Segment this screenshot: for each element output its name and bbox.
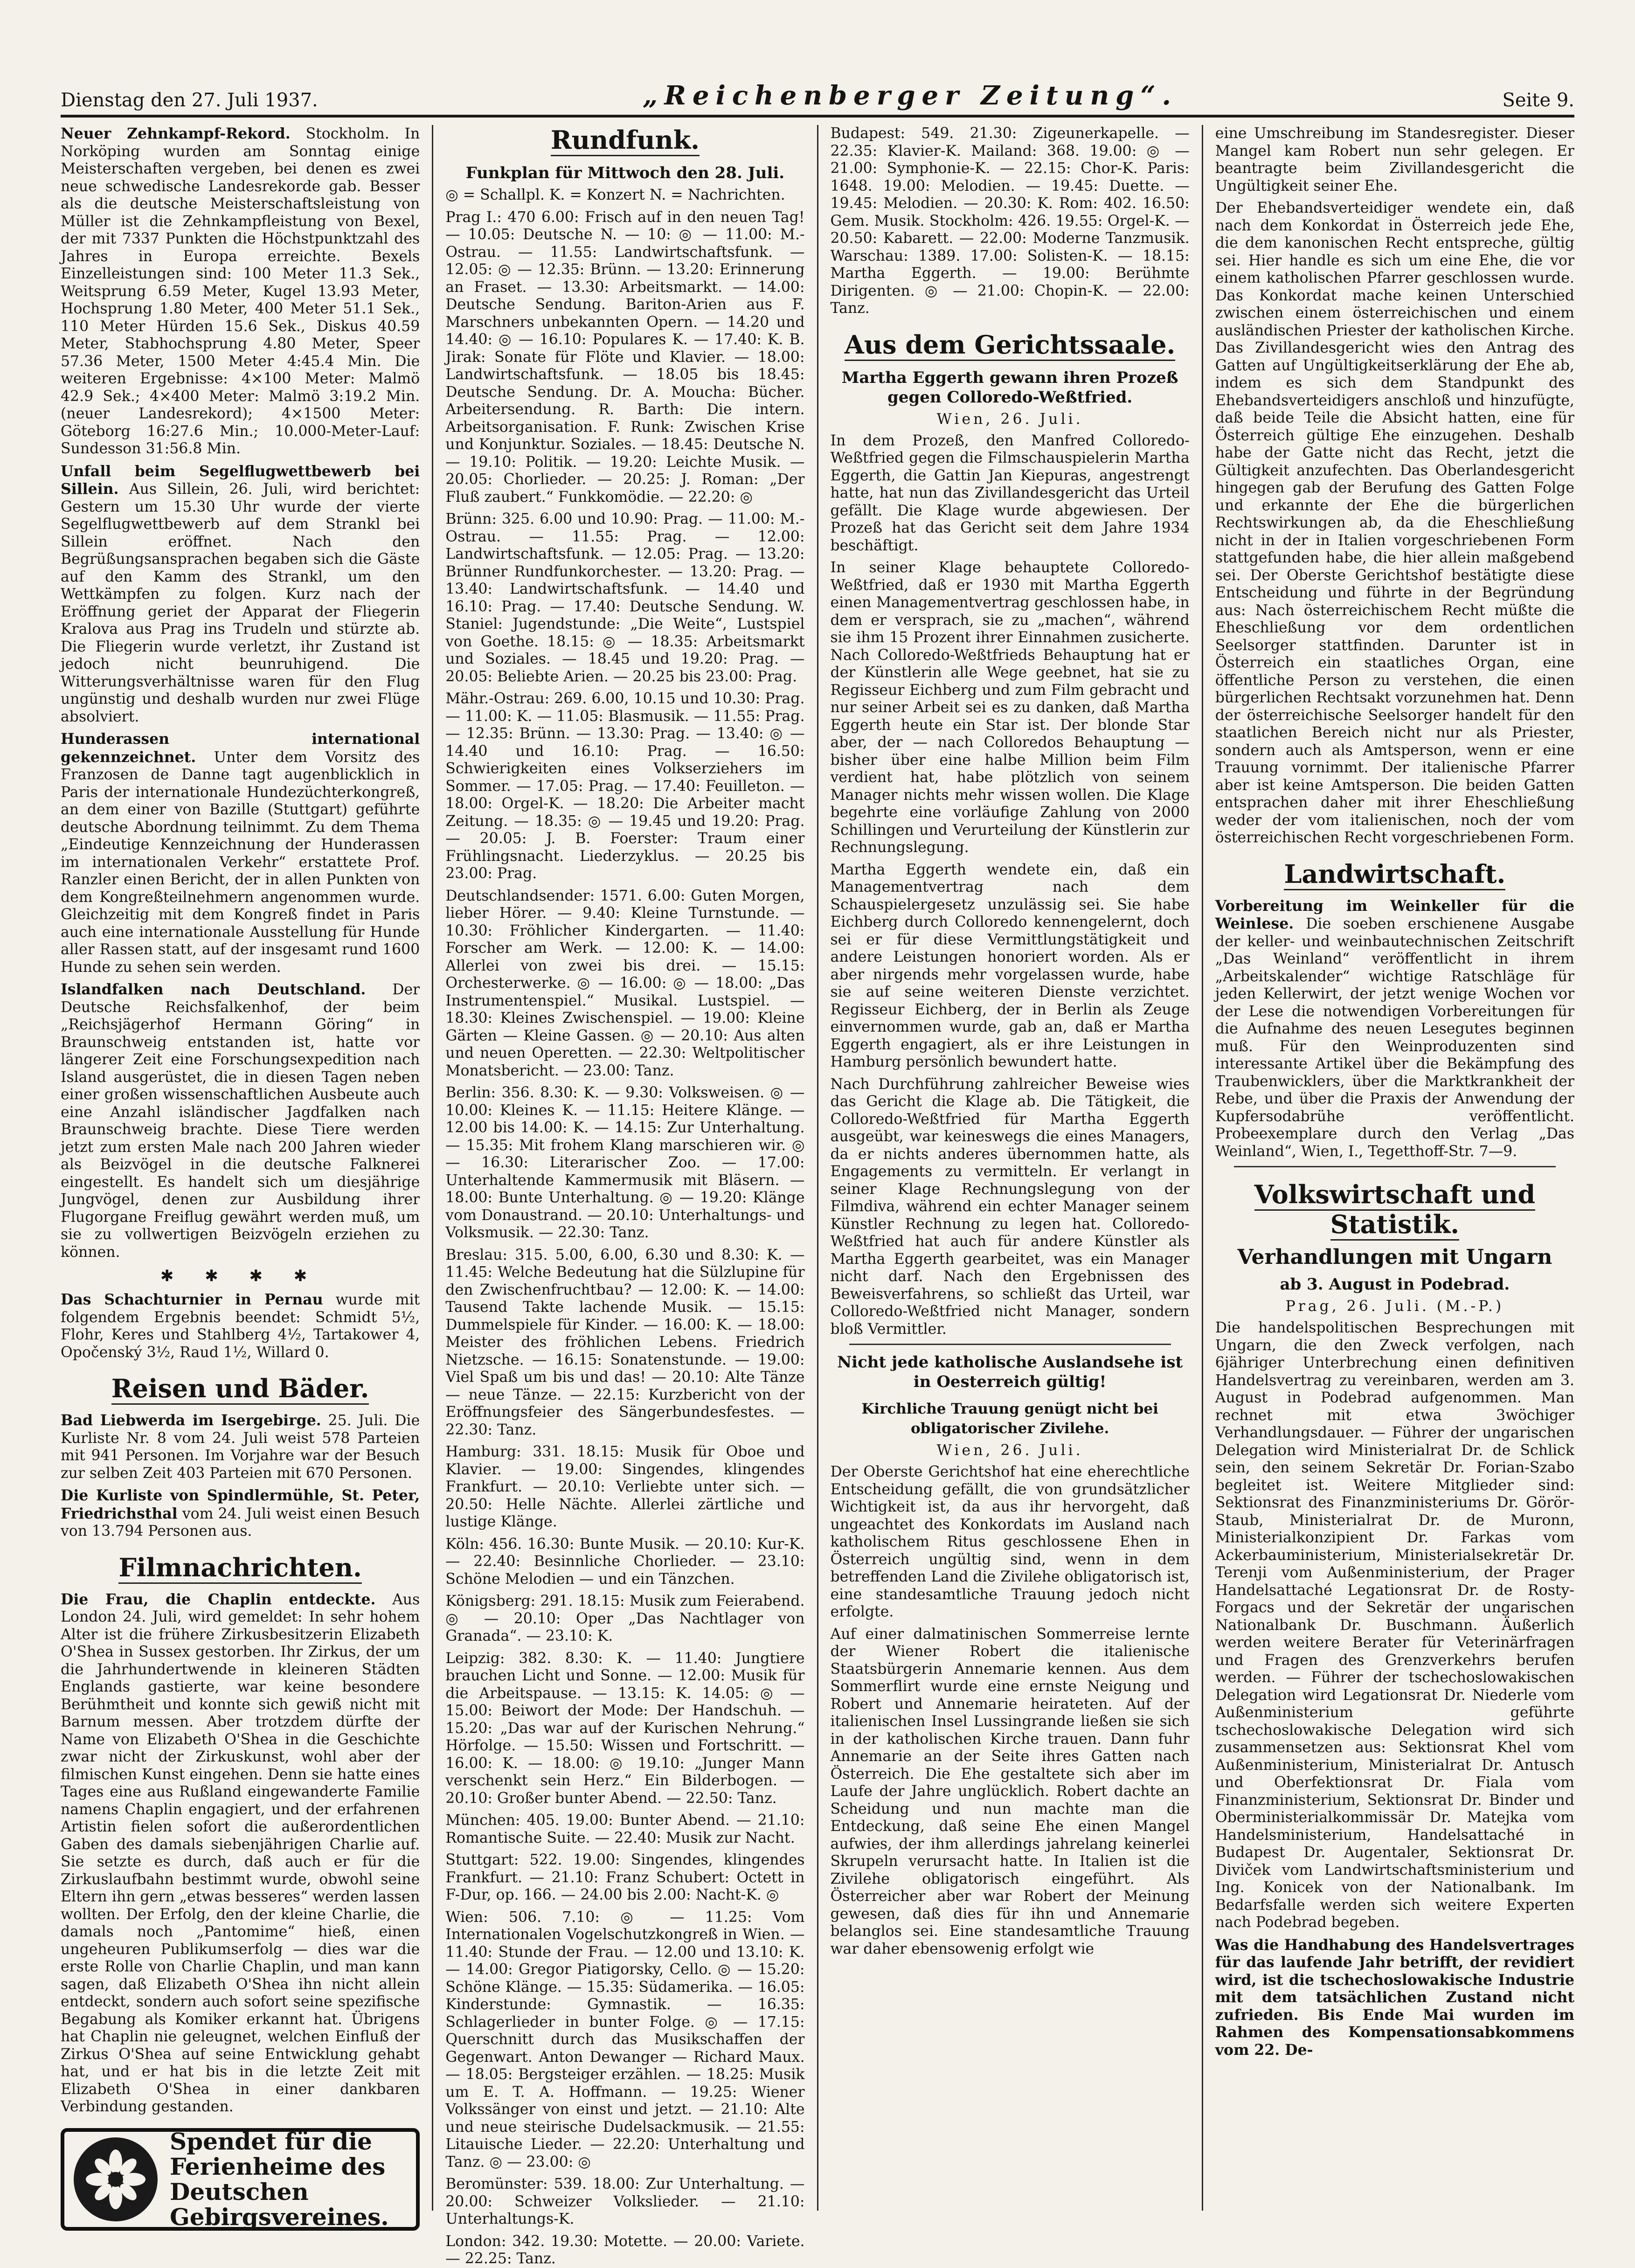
radio-wien: Wien: 506. 7.10: ◎ — 11.25: Vom Internationalen Vogelschutzkongreß in Wien. — 11.40: Stunde der Frau. — 12.00 und 13.10: K. — 14.00: Gregor Piatigorsky, Cello. ◎ — 15.20: Schöne Klänge. — 15.35: Südamerika. — 16.05: Kinderstunde: Gymnastik. — 16.35: Schlagerlieder in bunter Folge. ◎ — 17.15: Querschnitt durch das Musikschaffen der Gegenwart. Anton Dewanger — Richard Maux. — 18.05: Bergsteiger erzählen. — 18.25: Musik um E. T. A. Hoffmann. — 19.25: Wiener Volkssänger von einst und jetzt. — 21.10: Alte und neue steirische Dudelsackmusik. — 21.55: Litauische Lieder. — 22.20: Unterhaltung und Tanz. ◎ — 23.00: ◎ <box>445 1908 805 2171</box>
article-ungarn-subheadline: ab 3. August in Podebrad. <box>1280 1275 1510 1294</box>
radio-deutschlandsender: Deutschlandsender: 1571. 6.00: Guten Morgen, lieber Hörer. — 9.40: Kleine Turnstunde. — 10.30: Fröhlicher Kindergarten. — 11.40: Forscher am Werk. — 12.00: K. — 14.00: Allerlei von zwei bis drei. — 15.15: Orchesterwerke. ◎ — 16.00: ◎ — 18.00: „Das Instrumentenspiel.“ Musikal. Lustspiel. — 18.30: Kleines Zwischenspiel. — 19.00: Kleine Gärten — Kleine Gassen. ◎ — 20.10: Aus alten und neuen Operetten. — 22.30: Weltpolitischer Monatsbericht. — 23.00: Tanz. <box>445 887 805 1079</box>
article-spindlermuehle: Die Kurliste von Spindlermühle, St. Peter, Friedrichsthal vom 24. Juli weist einen Besuch von 13.794 Personen aus. <box>61 1487 420 1540</box>
article-eggerth-p4: Nach Durchführung zahlreicher Beweise wies das Gericht die Klage ab. Die Tätigkeit, die Colloredo-Weßtfried für Martha Eggerth ausgeübt, war keineswegs die eines Managers, da er nichts anderes übernommen hatte, als Engagements zu vermitteln. Er verlangt in seiner Klage Rechnungslegung von der Filmdiva, während ein echter Manager seinem Künstler Rechnung zu legen hat. Colloredo-Weßtfried hat auch für andere Künstler als Martha Eggerth gearbeitet, was ein Manager nicht darf. Nach den Ergebnissen des Beweisverfahrens, so schließt das Urteil, war Colloredo-Weßtfried nicht Manager, sondern bloß Vermittler. <box>830 1075 1190 1338</box>
radio-muenchen: München: 405. 19.00: Bunter Abend. — 21.10: Romantische Suite. — 22.40: Musik zur Nacht. <box>445 1812 805 1846</box>
newspaper-title: „Reichenberger Zeitung“. <box>643 80 1178 111</box>
radio-breslau: Breslau: 315. 5.00, 6.00, 6.30 und 8.30: K. — 11.45: Welche Bedeutung hat die Sülzlupine für den Zwischenfruchtbau? — 12.00: K. — 14.00: Tausend Takte lachende Musik. — 15.15: Dummelspiele für Kinder. — 16.00: K. — 18.00: Meister des fröhlichen Lebens. Friedrich Nietzsche. — 16.15: Sonatenstunde. — 19.00: Viel Spaß um bis und das! — 20.10: Alte Tänze — neue Tänze. — 22.15: Kurzbericht von der Eröffnungsfeier des Sängerbundesfestes. — 22.30: Tanz. <box>445 1246 805 1438</box>
issue-date: Dienstag den 27. Juli 1937. <box>61 90 318 111</box>
article-eggerth-p2: In seiner Klage behauptete Colloredo-Weßtfried, daß er 1930 mit Martha Eggerth einen Managementvertrag geschlossen habe, in dem er versprach, sie zu „machen“, während sie ihm 15 Prozent ihrer Einnahmen zusicherte. Nach Colloredo-Weßtfrieds Behauptung hat er der Künstlerin alle Wege geebnet, hat sie zu Regisseur Eichberg und zum Film gebracht und nur seiner Arbeit sei es zu danken, daß Martha Eggerth heute ein Star ist. Der blonde Star aber, der — nach Colloredos Behauptung — bisher über eine halbe Million beim Film verdient hat, habe plötzlich von seinem Manager nichts mehr wissen wollen. Die Klage begehrte eine vorläufige Zahlung von 2000 Schillingen und Verurteilung der Künstlerin zur Rechnungslegung. <box>830 559 1190 856</box>
radio-ostrau: Mähr.-Ostrau: 269. 6.00, 10.15 und 10.30: Prag. — 11.00: K. — 11.05: Blasmusik. — 11.55: Prag. — 12.35: Brünn. — 13.30: Prag. — 13.40: ◎ — 14.40 und 16.10: Prag. — 16.50: Schwierigkeiten eines Volkserziehers im Sommer. — 17.05: Prag. — 17.40: Feuilleton. — 18.00: Orgel-K. — 18.20: Die Arbeiter macht Zeitung. — 18.35: ◎ — 19.45 und 19.20: Prag. — 20.05: J. B. Foerster: Traum einer Frühlingsnacht. Liederzyklus. — 20.25 bis 23.00: Prag. <box>445 690 805 882</box>
advertisement-box <box>61 2128 420 2231</box>
section-heading-landwirtschaft: Landwirtschaft. <box>1215 859 1574 889</box>
article-schachturnier: Das Schachturnier in Pernau wurde mit folgendem Ergebnis beendet: Schmidt 5½, Flohr, Keres und Stahlberg 4½, Tartakower 4, Opočenský 3½, Raud 1½, Willard 0. <box>61 1291 420 1361</box>
column-2 <box>432 125 817 2267</box>
divider <box>849 1344 1171 1345</box>
radio-bruenn: Brünn: 325. 6.00 und 10.90: Prag. — 11.00: M.-Ostrau. — 11.55: Prag. — 12.00: Landwirtschaftsfunk. — 12.05: Prag. — 13.20: Brünner Rundfunkorchester. — 13.20: Prag. — 13.40: Landwirtschaftsfunk. — 14.40 und 16.10: Prag. — 17.40: Deutsche Sendung. W. Staniel: Jugendstunde: „Die Weite“, Lustspiel von Goethe. 18.15: ◎ — 18.35: Arbeitsmarkt und Soziales. — 18.45 und 19.20: Prag. — 20.05: Beliebte Arien. — 20.25 bis 23.00: Prag. <box>445 511 805 685</box>
dateline: Wien, 26. Juli. <box>936 410 1083 428</box>
radio-international: Budapest: 549. 21.30: Zigeunerkapelle. — 22.35: Klavier-K. Mailand: 368. 19.00: ◎ — 21.00: Symphonie-K. — 22.15: Chor-K. Paris: 1648. 19.00: Melodien. — 19.45: Duette. — 19.45: Melodien. — 20.30: K. Rom: 402. 16.50: Gem. Musik. Stockholm: 426. 19.55: Orgel-K. — 20.50: Kabarett. — 22.00: Moderne Tanzmusik. Warschau: 1389. 17.00: Solisten-K. — 18.15: Martha Eggerth. — 19.00: Berühmte Dirigenten. ◎ — 21.00: Chopin-K. — 22.00: Tanz. <box>830 125 1190 317</box>
section-heading-rundfunk: Rundfunk. <box>445 125 804 155</box>
radio-berlin: Berlin: 356. 8.30: K. — 9.30: Volksweisen. ◎ — 10.00: Kleines K. — 11.15: Heitere Klänge. — 12.00 bis 14.00: K. — 14.15: Zur Unterhaltung. — 15.35: Mit frohem Klang marschieren wir. ◎ — 16.30: Literarischer Zoo. — 17.00: Unterhaltende Kammermusik mit Bläsern. — 18.00: Bunte Unterhaltung. ◎ — 19.20: Klänge vom Donaustrand. — 20.10: Unterhaltungs- und Volksmusik. — 22.30: Tanz. <box>445 1084 805 1241</box>
article-liebwerda: Bad Liebwerda im Isergebirge. 25. Juli. Die Kurliste Nr. 8 vom 24. Juli weist 578 Parteien mit 941 Personen. Im Vorjahre war der Besuch zur selben Zeit 403 Parteien mit 670 Personen. <box>61 1412 420 1482</box>
column-1 <box>61 125 432 2231</box>
section-divider: ✱ ✱ ✱ ✱ <box>160 1267 320 1285</box>
section-heading-volkswirtschaft: Volkswirtschaft und Statistik. <box>1215 1179 1574 1239</box>
dateline: Wien, 26. Juli. <box>936 1442 1083 1459</box>
article-eggerth-p3: Martha Eggerth wendete ein, daß ein Managementvertrag nach dem Schauspielergesetz unzulässig sei. Sie habe Eichberg durch Colloredo kennengelernt, doch sei er für diese Vermittlungstätigkeit und andere Leistungen honoriert worden. Als er aber nirgends mehr vorgelassen wurde, habe sie auf seine weiteren Dienste verzichtet. Regisseur Eichberg, der in Berlin als Zeuge einvernommen wurde, gab an, daß er Martha Eggerth engagiert, als er ihre Leistungen in Hamburg persönlich bewundert hatte. <box>830 861 1190 1070</box>
article-islandfalken: Islandfalken nach Deutschland. Der Deutsche Reichsfalkenhof, der beim „Reichsjägerhof Hermann Göring“ in Braunschweig entstanden ist, hatte vor längerer Zeit eine Forschungsexpedition nach Island ausgerüstet, die in diesen Tagen neben einer großen wissenschaftlichen Ausbeute auch eine Anzahl isländischer Jagdfalken nach Braunschweig brachte. Diese Tiere werden jetzt zum ersten Male nach 200 Jahren wieder als Beizvögel in die deutsche Falknerei eingestellt. Es handelt sich um diesjährige Jungvögel, denen zur Ausbildung ihrer Flugorgane Freiflug gewährt werden muß, um sie zu vollwertigen Beizvögeln erziehen zu können. <box>61 981 420 1261</box>
radio-hamburg: Hamburg: 331. 18.15: Musik für Oboe und Klavier. — 19.00: Singendes, klingendes Frankfurt. — 20.10: Verliebte unter sich. — 20.50: Helle Nächte. Allerlei zärtliche und lustige Klänge. <box>445 1443 805 1530</box>
article-weinkeller: Vorbereitung im Weinkeller für die Weinlese. Die soeben erschienene Ausgabe der keller- und weinbautechnischen Zeitschrift „Das Weinland“ veröffentlicht in ihrem „Arbeitskalender“ wichtige Ratschläge für jeden Kellerwirt, der jetzt wenige Wochen vor der Lese die notwendigen Vorbereitungen für die Aufnahme des neuen Lesegutes beginnen muß. Für den Weinproduzenten sind interessante Artikel über die Bekämpfung des Traubenwicklers, über die Marktkrankheit der Rebe, und über die Praxis der Anwendung der Kupfersodabrühe veröffentlicht. Probeexemplare durch den Verlag „Das Weinland“, Wien, I., Tegetthoff-Str. 7—9. <box>1215 897 1574 1160</box>
radio-prag: Prag I.: 470 6.00: Frisch auf in den neuen Tag! — 10.05: Deutsche N. — 10: ◎ — 11.00: M.-Ostrau. — 11.55: Landwirtschaftsfunk. — 12.05: ◎ — 12.35: Brünn. — 13.20: Erinnerung an Fraset. — 13.30: Arbeitsmarkt. — 14.00: Deutsche Sendung. Bariton-Arien aus F. Marschners unbekannten Opern. — 14.20 und 14.40: ◎ — 16.10: Populares K. — 17.40: K. B. Jirak: Sonate für Flöte und Klavier. — 18.00: Landwirtschaftsfunk. — 18.05 bis 18.45: Deutsche Sendung. Dr. A. Moucha: Bücher. Arbeitersendung. R. Barth: Die intern. Arbeitsorganisation. F. Runk: Zwischen Krise und Konjunktur. Soziales. — 18.45: Deutsche N. — 19.10: Politik. — 19.20: Leichte Musik. — 20.05: Chorlieder. — 20.25: J. Roman: „Der Fluß zaubert.“ Funkkomödie. — 22.20: ◎ <box>445 208 805 506</box>
columns <box>61 125 1574 2267</box>
article-chaplin: Die Frau, die Chaplin entdeckte. Aus London 24. Juli, wird gemeldet: In sehr hohem Alter ist die frühere Zirkusbesitzerin Elizabeth O'Shea in Sussex gestorben. Ihr Zirkus, der um die Jahrhundertwende in kleineren Städten Englands gastierte, war keine besondere Berühmtheit und konnte sich gewiß nicht mit Barnum messen. Aber trotzdem dürfte der Name von Elizabeth O'Shea in die Geschichte zwar nicht der Zirkuskunst, wohl aber der filmischen Kunst eingehen. Denn sie hatte eines Tages eine aus Rußland eingewanderte Familie namens Chaplin engagiert, und der erfahrenen Artistin fielen sofort die außerordentlichen Gaben des damals siebenjährigen Charlie auf. Sie setzte es durch, daß auch er für die Zirkuslaufbahn bestimmt wurde, obwohl seine Eltern ihn gern „etwas besseres“ werden lassen wollten. Der Erfolg, den der kleine Charlie, die damals noch „Pantomime“ hieß, einen ungeheuren Publikumserfolg — dies war die erste Rolle von Charlie Chaplin, und man kann sagen, daß Elizabeth O'Shea ihn nicht allein entdeckt, sondern auch sofort seine spezifische Begabung als Komiker erkannt hat. Übrigens hat Chaplin nie geleugnet, welchen Einfluß der Zirkus O'Shea auf seine Entwicklung gehabt hat, und er hat bis in die letzte Zeit mit Elizabeth O'Shea in einer dankbaren Verbindung gestanden. <box>61 1590 420 2115</box>
radio-london: London: 342. 19.30: Motette. — 20.00: Variete. — 22.25: Tanz. <box>445 2233 805 2267</box>
article-ungarn-headline: Verhandlungen mit Ungarn <box>1237 1245 1552 1269</box>
divider <box>1234 1166 1556 1167</box>
article-ehe-headline: Nicht jede katholische Auslandsehe ist in Oesterreich gültig! <box>837 1353 1183 1391</box>
section-heading-gericht: Aus dem Gerichtssaale. <box>831 330 1190 360</box>
article-ehe-p1: Der Oberste Gerichtshof hat eine eherechtliche Entscheidung gefällt, die von grundsätzlicher Wichtigkeit ist, da aus ihr hervorgeht, daß ungeachtet des Konkordats im Ausland nach katholischem Ritus geschlossene Ehen in Österreich ungültig sind, wenn in dem betreffenden Land die Zivilehe obligatorisch ist, eine standesamtliche Trauung jedoch nicht erfolgte. <box>830 1463 1190 1620</box>
radio-beromuenster: Beromünster: 539. 18.00: Zur Unterhaltung. — 20.00: Schweizer Volkslieder. — 21.10: Unterhaltungs-K. <box>445 2176 805 2227</box>
article-ehe-p3: eine Umschreibung im Standesregister. Dieser Mangel kam Robert nun sehr gelegen. Er beantragte beim Zivillandesgericht die Ungültigkeit seiner Ehe. <box>1215 125 1574 194</box>
article-ungarn-p1: Die handelspolitischen Besprechungen mit Ungarn, die den Zweck verfolgen, nach 6jähriger Unterbrechung einen definitiven Handelsvertrag zu vereinbaren, werden am 3. August in Podebrad aufgenommen. Man rechnet mit etwa 3wöchiger Verhandlungsdauer. — Führer der ungarischen Delegation wird Ministerialrat Dr. de Schlick sein, den seinem Sekretär Dr. Forian-Szabo begleitet ist. Weitere Mitglieder sind: Sektionsrat des Finanzministeriums Dr. Görör-Staub, Ministerialrat Dr. de Muronn, Ministerialkonzipient Dr. Farkas vom Ackerbauministerium, Ministerialsekretär Dr. Terenji vom Außenministerium, der Prager Handelsattaché Legationsrat Dr. de Rosty-Forgacs und der Sekretär der ungarischen Nationalbank Dr. Buschmann. Äußerlich werden weitere Berater für Veterinärfragen und Fragen des Grenzverkehrs berufen werden. — Führer der tschechoslowakischen Delegation wird Legationsrat Dr. Niederle vom Außenministerium geführte tschechoslowakische Delegation wird sich zusammensetzen aus: Sektionsrat Khel vom Außenministerium, Ministerialrat Dr. Antusch und Oberfektionsrat Dr. Fiala vom Finanzministerium, Sektionsrat Dr. Binder und Oberministerialkommissär Dr. Matejka vom Handelsministerium, Handelsattaché in Budapest Dr. Augentaler, Sektionsrat Dr. Diviček vom Landwirtschaftsministerium und Ing. Konicek von der Nationalbank. Im Bedarfsfalle werden sich weitere Experten nach Podebrad begeben. <box>1215 1319 1574 1931</box>
section-heading-reisen: Reisen und Bäder. <box>61 1373 420 1403</box>
page-number: Seite 9. <box>1502 90 1574 111</box>
column-3 <box>817 125 1202 2211</box>
radio-koenigsberg: Königsberg: 291. 18.15: Musik zum Feierabend. ◎ — 20.10: Oper „Das Nachtlager von Granada“. — 23.10: K. <box>445 1593 805 1644</box>
radio-koeln: Köln: 456. 16.30: Bunte Musik. — 20.10: Kur-K. — 22.40: Besinnliche Chorlieder. — 23.10: Schöne Melodien — und ein Tänzchen. <box>445 1535 805 1588</box>
article-ehe-p4: Der Ehebandsverteidiger wendete ein, daß nach dem Konkordat in Österreich jede Ehe, die dem kanonischen Recht entspreche, gültig sei. Hier handle es sich um eine Ehe, die vor einem katholischen Pfarrer geschlossen wurde. Das Konkordat mache keinen Unterschied zwischen einem österreichischen und einem ausländischen Priester der katholischen Kirche. Das Zivillandesgericht wies den Antrag des Gatten auf Ungültigkeitserklärung der Ehe ab, indem es sich dem Standpunkt des Ehebandsverteidigers anschloß und hinzufügte, daß beide Teile die Absicht hatten, eine für Österreich gültige Ehe einzugehen. Deshalb habe der Gatte nicht das Recht, jetzt die Gültigkeit anzufechten. Das Oberlandesgericht hingegen gab der Berufung des Gatten Folge und erkannte der Ehe die bürgerlichen Rechtswirkungen ab, da die Eheschließung nicht in der in Italien vorgeschriebenen Form stattgefunden habe, die hier allein maßgebend sei. Der Oberste Gerichtshof bestätigte diese Entscheidung und führte in der Begründung aus: Nach österreichischem Recht müßte die Eheschließung vor dem ordentlichen Seelsorger stattfinden. Darunter ist in Österreich ein staatliches Organ, eine öffentliche Person zu verstehen, die einen bürgerlichen Rechtsakt vorzunehmen hat. Denn der österreichische Seelsorger handelt für den staatlichen Bereich nicht nur als Priester, sondern auch als Amtsperson, wenn er eine Trauung vornimmt. Der italienische Pfarrer aber ist keine Amtsperson. Die beiden Gatten entsprachen daher mit ihrer Eheschließung weder der vom italienischen, noch der vom österreichischen Recht vorgeschriebenen Form. <box>1215 200 1574 846</box>
masthead <box>61 75 1574 118</box>
article-zehnkampf: Neuer Zehnkampf-Rekord. Stockholm. In Norköping wurden am Sonntag einige Meisterschaften vergeben, bei denen es zwei neue schwedische Landesrekorde gab. Besser als die deutsche Meisterschaftsleistung von Müller ist die Zehnkampfleistung von Bexel, der mit 7337 Punkten die Höchstpunktzahl des Jahres in Europa erreichte. Bexels Einzelleistungen sind: 100 Meter 11.3 Sek., Weitsprung 6.59 Meter, Kugel 13.93 Meter, Hochsprung 1.80 Meter, 400 Meter 51.1 Sek., 110 Meter Hürden 15.6 Sek., Diskus 40.59 Meter, Stabhochsprung 4.80 Meter, Speer 57.36 Meter, 1500 Meter 4:45.4 Min. Die weiteren Ergebnisse: 4×100 Meter: Malmö 42.9 Sek.; 4×400 Meter: Malmö 3:19.2 Min. (neuer Landesrekord); 4×1500 Meter: Göteborg 16:27.6 Min.; 10.000-Meter-Lauf: Sundesson 31:56.8 Min. <box>61 125 420 457</box>
section-heading-film: Filmnachrichten. <box>61 1553 420 1582</box>
article-ehe-p2: Auf einer dalmatinischen Sommerreise lernte der Wiener Robert die italienische Staatsbürgerin Annemarie kennen. Aus dem Sommerflirt wurde eine ernste Neigung und Robert und Annemarie heirateten. Auf der italienischen Insel Lussingrande ließen sie sich in der katholischen Kirche trauen. Dann fuhr Annemarie an der Seite ihres Gatten nach Österreich. Die Ehe gestaltete sich aber im Laufe der Jahre unglücklich. Robert dachte an Scheidung und nun machte man die Entdeckung, daß seine Ehe einen Mangel aufwies, der ihm allerdings jahrelang keinerlei Skrupeln verursacht hatte. In Italien ist die Zivilehe obligatorisch eingeführt. Als Österreicher aber war Robert der Meinung gewesen, daß dies für ihn und Annemarie belanglos sei. Eine standesamtliche Trauung war daher ebensowenig erfolgt wie <box>830 1625 1190 1957</box>
advertisement-text: Spendet für die Ferienheime des Deutschen Gebirgsvereines. <box>170 2127 389 2231</box>
dateline: Prag, 26. Juli. (M.-P.) <box>1285 1298 1504 1315</box>
column-4 <box>1202 125 1574 2211</box>
radio-legend: ◎ = Schallpl. K. = Konzert N. = Nachrichten. <box>445 187 785 203</box>
article-ehe-subheadline: Kirchliche Trauung genügt nicht bei obligatorischer Zivilehe. <box>861 1401 1158 1437</box>
article-segelflug: Unfall beim Segelflugwettbewerb bei Sillein. Aus Sillein, 26. Juli, wird berichtet: Gestern um 15.30 Uhr wurde der vierte Segelflugwettbewerb auf dem Strankl bei Sillein eröffnet. Nach den Begrüßungsansprachen begaben sich die Gäste auf den Kamm des Strankl, um den Wettkämpfen zu folgen. Kurz nach der Eröffnung geriet der Apparat der Fliegerin Kralova aus Prag ins Trudeln und stürzte ab. Die Fliegerin wurde verletzt, ihr Zustand ist jedoch nicht beunruhigend. Die Witterungsverhältnisse waren für den Flug ungünstig und deshalb wurden nur zwei Flüge absolviert. <box>61 462 420 725</box>
article-hunderassen: Hunderassen international gekennzeichnet. Unter dem Vorsitz des Franzosen de Danne tagt augenblicklich in Paris der internationale Hundezüchterkongreß, an dem einer von Bazille (Stuttgart) geführte deutsche Abordnung teilnimmt. Zu dem Thema „Eindeutige Kennzeichnung der Hunderassen im internationalen Verkehr“ erstattete Prof. Ranzler einen Bericht, der in allen Punkten von dem Kongreßteilnehmern angenommen wurde. Gleichzeitig mit dem Kongreß findet in Paris auch eine internationale Ausstellung für Hunde aller Rassen statt, auf der insgesamt rund 1600 Hunde zu sehen sein werden. <box>61 730 420 976</box>
radio-stuttgart: Stuttgart: 522. 19.00: Singendes, klingendes Frankfurt. — 21.10: Franz Schubert: Octett in F-Dur, op. 166. — 24.00 bis 2.00: Nacht-K. ◎ <box>445 1852 805 1903</box>
edelweiss-emblem-icon <box>74 2137 158 2221</box>
article-eggerth-p1: In dem Prozeß, den Manfred Colloredo-Weßtfried gegen die Filmschauspielerin Martha Eggerth, die Gattin Jan Kiepuras, angestrengt hatte, hat nun das Zivillandesgericht das Urteil gefällt. Die Klage wurde abgewiesen. Der Prozeß hat das Gericht seit dem Jahre 1934 beschäftigt. <box>830 432 1190 554</box>
article-eggerth-headline: Martha Eggerth gewann ihren Prozeß gegen Colloredo-Weßtfried. <box>841 368 1178 407</box>
radio-leipzig: Leipzig: 382. 8.30: K. — 11.40: Jungtiere brauchen Licht und Sonne. — 12.00: Musik für die Arbeitspause. — 13.15: K. 14.05: ◎ — 15.00: Beiwort der Mode: Der Handschuh. — 15.20: „Das war auf der Kurischen Nehrung.“ Hörfolge. — 15.50: Wissen und Fortschritt. — 16.00: K. — 18.00: ◎ 19.10: „Junger Mann verschenkt sein Herz.“ Ein Bilderbogen. — 20.10: Großer bunter Abend. — 22.50: Tanz. <box>445 1650 805 1807</box>
article-ungarn-p2: Was die Handhabung des Handelsvertrages für das laufende Jahr betrifft, der revidiert wird, ist die tschechoslowakische Industrie mit dem tatsächlichen Zustand nicht zufrieden. Bis Ende Mai wurden im Rahmen des Kompensationsabkommens vom 22. De- <box>1215 1936 1574 2059</box>
radio-subheading: Funkplan für Mittwoch den 28. Juli. <box>465 164 785 182</box>
